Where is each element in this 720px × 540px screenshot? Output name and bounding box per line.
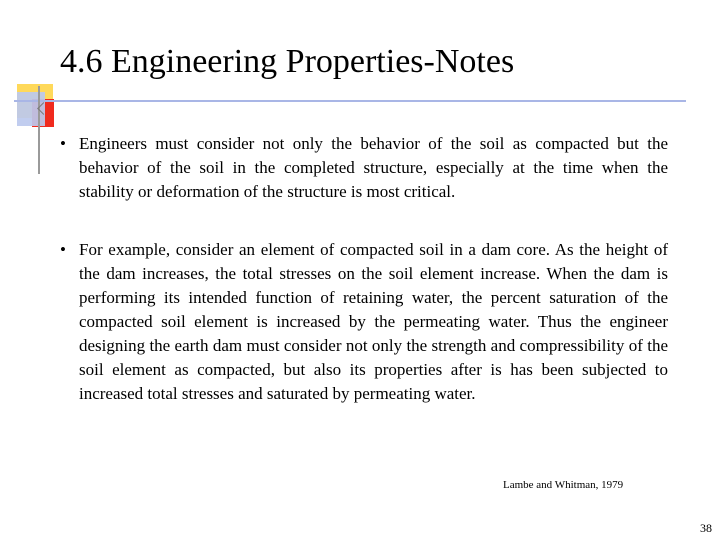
bullet-icon: • bbox=[60, 240, 66, 259]
page-number: 38 bbox=[700, 521, 712, 535]
bullet-item bbox=[60, 132, 668, 204]
bullet-icon: • bbox=[60, 134, 66, 153]
title-underline-rule bbox=[14, 100, 686, 102]
bullet-text: For example, consider an element of compacted soil in a dam core. As the height of the dam increases, the total stresses on the soil element increase. When the dam is performing its intended function of retaining water, the percent saturation of the compacted soil element is increased by the permeating water. Thus the engineer designing the earth dam must consider not only the strength and compressibility of the soil element as compacted, but also its properties after is has been subjected to increased total stresses and saturated by permeating water. bbox=[79, 240, 668, 403]
bullet-text: Engineers must consider not only the behavior of the soil as compacted but the behavior of the soil in the completed structure, especially at the time when the stability or deformation of the structure is most critical. bbox=[79, 134, 668, 201]
citation: Lambe and Whitman, 1979 bbox=[503, 479, 624, 491]
slide-title: 4.6 Engineering Properties-Notes bbox=[60, 43, 515, 80]
bullet-item bbox=[60, 238, 668, 406]
bullet-list bbox=[60, 132, 668, 406]
vertical-accent-rule bbox=[38, 86, 40, 174]
